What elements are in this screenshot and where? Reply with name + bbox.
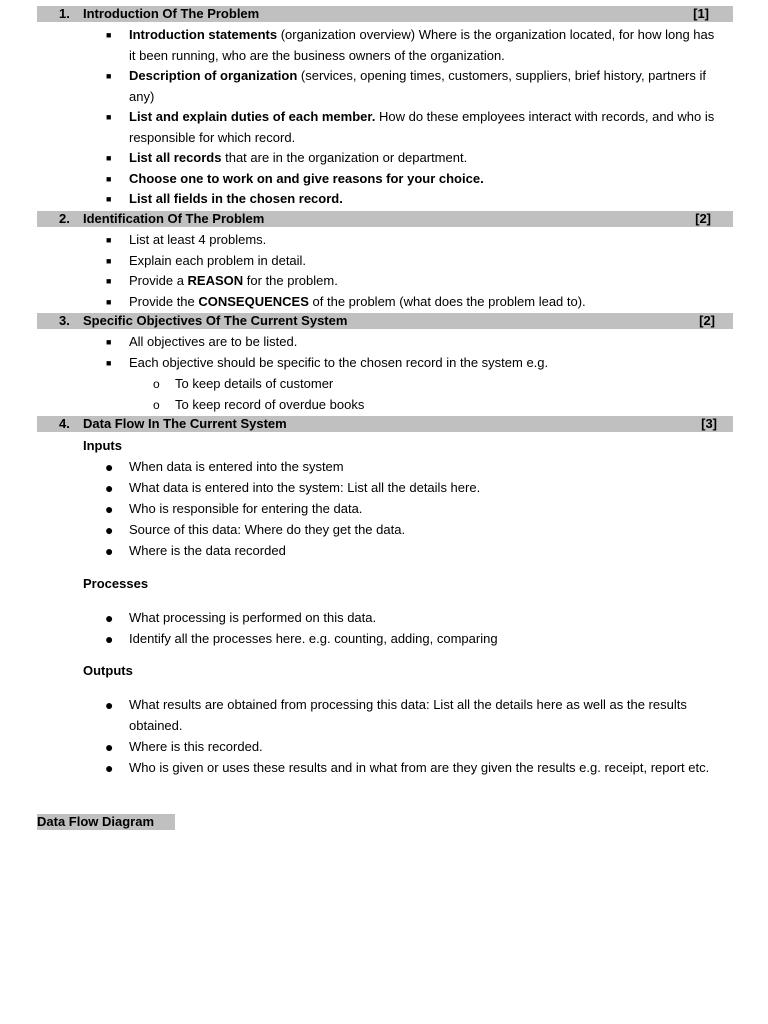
square-bullet-icon: ■ <box>106 153 112 163</box>
dot-bullet-icon: ● <box>105 480 114 496</box>
section-number: 1. <box>59 6 70 21</box>
list-item: Provide the CONSEQUENCES of the problem (what does the problem lead to). <box>129 294 586 309</box>
section-number: 4. <box>59 416 70 431</box>
square-bullet-icon: ■ <box>106 358 112 368</box>
section-title: Introduction Of The Problem <box>83 6 260 21</box>
section-marks: [2] <box>699 313 715 328</box>
list-item: What processing is performed on this data. <box>129 610 377 625</box>
list-item: All objectives are to be listed. <box>129 334 298 349</box>
list-item: What results are obtained from processing this data: List all the details here as well as the results obtained. <box>129 697 687 733</box>
list-item: Who is responsible for entering the data. <box>129 501 363 516</box>
sub-list-item: To keep details of customer <box>175 376 334 391</box>
section-title: Data Flow In The Current System <box>83 416 287 431</box>
list-item: List and explain duties of each member. How do these employees interact with records, and who is responsible for which record. <box>129 109 715 145</box>
list-item: Explain each problem in detail. <box>129 253 307 268</box>
square-bullet-icon: ■ <box>106 297 112 307</box>
square-bullet-icon: ■ <box>106 337 112 347</box>
square-bullet-icon: ■ <box>106 174 112 184</box>
list-item: When data is entered into the system <box>129 459 344 474</box>
processes-label: Processes <box>83 576 149 591</box>
dot-bullet-icon: ● <box>105 760 114 776</box>
section-number: 3. <box>59 313 70 328</box>
list-item: What data is entered into the system: List all the details here. <box>129 480 481 495</box>
dot-bullet-icon: ● <box>105 522 114 538</box>
dot-bullet-icon: ● <box>105 739 114 755</box>
list-item: List at least 4 problems. <box>129 232 267 247</box>
list-item: Choose one to work on and give reasons for your choice. <box>129 171 484 186</box>
section-header-3 <box>37 313 733 329</box>
dot-bullet-icon: ● <box>105 501 114 517</box>
list-item: Who is given or uses these results and in what from are they given the results e.g. receipt, report etc. <box>129 760 710 775</box>
list-item: Source of this data: Where do they get the data. <box>129 522 406 537</box>
section-header-1 <box>37 6 733 22</box>
section-title: Identification Of The Problem <box>83 211 265 226</box>
circle-bullet-icon: o <box>153 377 160 391</box>
list-item: Introduction statements (organization overview) Where is the organization located, for how long has it been running, who are the business owners of the organization. <box>129 27 715 63</box>
list-item: List all fields in the chosen record. <box>129 191 343 206</box>
list-item: Where is the data recorded <box>129 543 286 558</box>
list-item: Each objective should be specific to the chosen record in the system e.g. <box>129 355 549 370</box>
dot-bullet-icon: ● <box>105 631 114 647</box>
section-marks: [3] <box>701 416 717 431</box>
list-item: Provide a REASON for the problem. <box>129 273 338 288</box>
list-item: Description of organization (services, opening times, customers, suppliers, brief history, partners if any) <box>129 68 706 104</box>
square-bullet-icon: ■ <box>106 256 112 266</box>
list-item: Identify all the processes here. e.g. counting, adding, comparing <box>129 631 498 646</box>
section-title: Specific Objectives Of The Current System <box>83 313 348 328</box>
section-number: 2. <box>59 211 70 226</box>
section-header-4 <box>37 416 733 432</box>
list-item: Where is this recorded. <box>129 739 263 754</box>
square-bullet-icon: ■ <box>106 194 112 204</box>
square-bullet-icon: ■ <box>106 112 112 122</box>
square-bullet-icon: ■ <box>106 30 112 40</box>
square-bullet-icon: ■ <box>106 276 112 286</box>
dot-bullet-icon: ● <box>105 459 114 475</box>
list-item: List all records that are in the organization or department. <box>129 150 468 165</box>
square-bullet-icon: ■ <box>106 71 112 81</box>
section-header-2 <box>37 211 733 227</box>
dot-bullet-icon: ● <box>105 543 114 559</box>
outputs-label: Outputs <box>83 663 133 678</box>
square-bullet-icon: ■ <box>106 235 112 245</box>
data-flow-diagram-heading: Data Flow Diagram <box>37 814 175 830</box>
circle-bullet-icon: o <box>153 398 160 412</box>
sub-list-item: To keep record of overdue books <box>175 397 365 412</box>
inputs-label: Inputs <box>83 438 122 453</box>
dot-bullet-icon: ● <box>105 610 114 626</box>
section-marks: [1] <box>693 6 709 21</box>
dot-bullet-icon: ● <box>105 697 114 713</box>
section-marks: [2] <box>695 211 711 226</box>
